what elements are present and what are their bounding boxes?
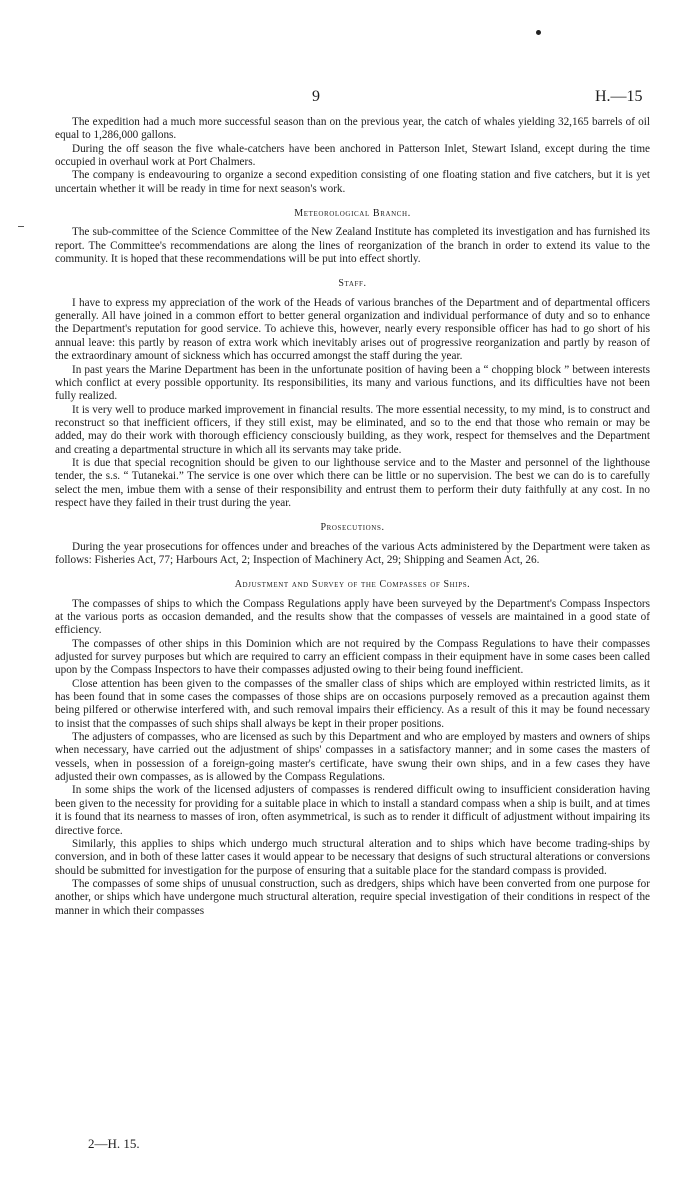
body-paragraph: It is due that special recognition should be given to our lighthouse service and to the Master and personnel of the lighthouse tender, the s.s. “ Tutanekai.” The service is one over which there can be little or no supervision. The best we can do is to carefully select the men, imbue them with a sense of their responsibility and entrust them to perform their duty faithfully at any cost. In no respect have they failed in their trust during the year. bbox=[55, 456, 650, 509]
body-paragraph: In past years the Marine Department has been in the unfortunate position of having been a “ chopping block ” between interests which conflict at every possible opportunity. Its responsibilities, its many and various functions, and its difficulties have not been fully realized. bbox=[55, 363, 650, 403]
section-heading: Adjustment and Survey of the Compasses of Ships. bbox=[234, 579, 471, 591]
body-paragraph: I have to express my appreciation of the work of the Heads of various branches of the Department and of departmental officers generally. All have joined in a common effort to better general organization and individual performance of duty and so to enhance the Department's reputation for good service. To achieve this, however, nearly every responsible officer has had to go short of his annual leave: this partly by reason of extra work which inevitably arises out of progressive reorganization and partly by reason of the extraordinary amount of sickness which has occurred amongst the staff during the year. bbox=[55, 296, 650, 363]
section-heading: Staff. bbox=[338, 278, 367, 290]
body-paragraph: The compasses of some ships of unusual construction, such as dredgers, ships which have been converted from one purpose for another, or ships which have undergone much structural alteration, require special investigation of their conditions in respect of the manner in which their compasses bbox=[55, 877, 650, 917]
body-paragraph: During the off season the five whale-catchers have been anchored in Patterson Inlet, Stewart Island, except during the time occupied in overhaul work at Port Chalmers. bbox=[55, 142, 650, 169]
corner-dot-mark bbox=[536, 30, 541, 35]
report-section bbox=[55, 578, 650, 918]
body-paragraph: Close attention has been given to the compasses of the smaller class of ships which are employed within restricted limits, as it has been found that in some cases the compasses of those ships are on occasions purposely removed as a precaution against them being pilfered or otherwise interfered with, and such removal impairs their efficiency. As a result of this it may be found necessary to insist that the compasses of such ships shall always be kept in their proper positions. bbox=[55, 677, 650, 730]
section-heading: Meteorological Branch. bbox=[294, 208, 411, 220]
report-section bbox=[55, 116, 650, 196]
report-body bbox=[55, 116, 650, 918]
report-section bbox=[55, 277, 650, 510]
body-paragraph: In some ships the work of the licensed adjusters of compasses is rendered difficult owing to insufficient consideration having been given to the necessity for providing for a suitable place in which to install a standard compass when a ship is built, and at times it is found that its nearness to masses of iron, often asymmetrical, is such as to render it difficult of adjustment without impairing its directive force. bbox=[55, 784, 650, 837]
report-section bbox=[55, 521, 650, 567]
body-paragraph: The company is endeavouring to organize a second expedition consisting of one floating station and five catchers, but it is yet uncertain whether it will be ready in time for next season's work. bbox=[55, 169, 650, 195]
body-paragraph: Similarly, this applies to ships which undergo much structural alteration and to ships which have become trading-ships by conversion, and in both of these latter cases it would appear to be necessary that designs of such structural alterations or conversions should be submitted for investigation for the purpose of ensuring that a suitable place for the standard compass is provided. bbox=[55, 837, 650, 877]
body-paragraph: The adjusters of compasses, who are licensed as such by this Department and who are employed by masters and owners of ships when necessary, have carried out the adjustment of ships' compasses in a satisfactory manner; and in some cases the masters of vessels, when in possession of a foreign-going master's certificate, have swung their own ships, and in a few cases they have adjusted their own compasses, as is allowed by the Compass Regulations. bbox=[55, 731, 650, 784]
report-section bbox=[55, 207, 650, 266]
page-number: 9 bbox=[312, 88, 320, 105]
body-paragraph: The sub-committee of the Science Committee of the New Zealand Institute has completed its investigation and has furnished its report. The Committee's recommendations are along the lines of reorganization of the branch in order to extend its value to the community. It is hoped that these recommendations will be put into effect shortly. bbox=[55, 226, 650, 266]
body-paragraph: The compasses of ships to which the Compass Regulations apply have been surveyed by the Department's Compass Inspectors at the various ports as occasion demanded, and the results show that the compasses of vessels are maintained in a good state of efficiency. bbox=[55, 597, 650, 637]
page-header bbox=[0, 88, 700, 106]
body-paragraph: During the year prosecutions for offences under and breaches of the various Acts administered by the Department were taken as follows: Fisheries Act, 77; Harbours Act, 2; Inspection of Machinery Act, 29; Shipping and Seamen Act, 26. bbox=[55, 540, 650, 566]
body-paragraph: The expedition had a much more successful season than on the previous year, the catch of whales yielding 32,165 barrels of oil equal to 1,286,000 gallons. bbox=[55, 116, 650, 142]
document-reference: H.—15 bbox=[595, 88, 643, 105]
body-paragraph: It is very well to produce marked improvement in financial results. The more essential necessity, to my mind, is to construct and reconstruct so that inefficient officers, if they still exist, may be eliminated, and so to the end that those who remain or may be added, may do their work with thorough efficiency consciously building, as they work, respect for themselves and the Department and creating a departmental structure in which all its servants may take pride. bbox=[55, 403, 650, 456]
body-paragraph: The compasses of other ships in this Dominion which are not required by the Compass Regulations to have their compasses adjusted for survey purposes but which are required to carry an efficient compass in their equipment have in some cases been called upon by the Compass Inspectors to have their compasses adjusted owing to their being found inefficient. bbox=[55, 637, 650, 677]
sheet-signature: 2—H. 15. bbox=[88, 1136, 140, 1151]
section-heading: Prosecutions. bbox=[320, 522, 385, 534]
margin-tick-mark bbox=[18, 226, 24, 227]
